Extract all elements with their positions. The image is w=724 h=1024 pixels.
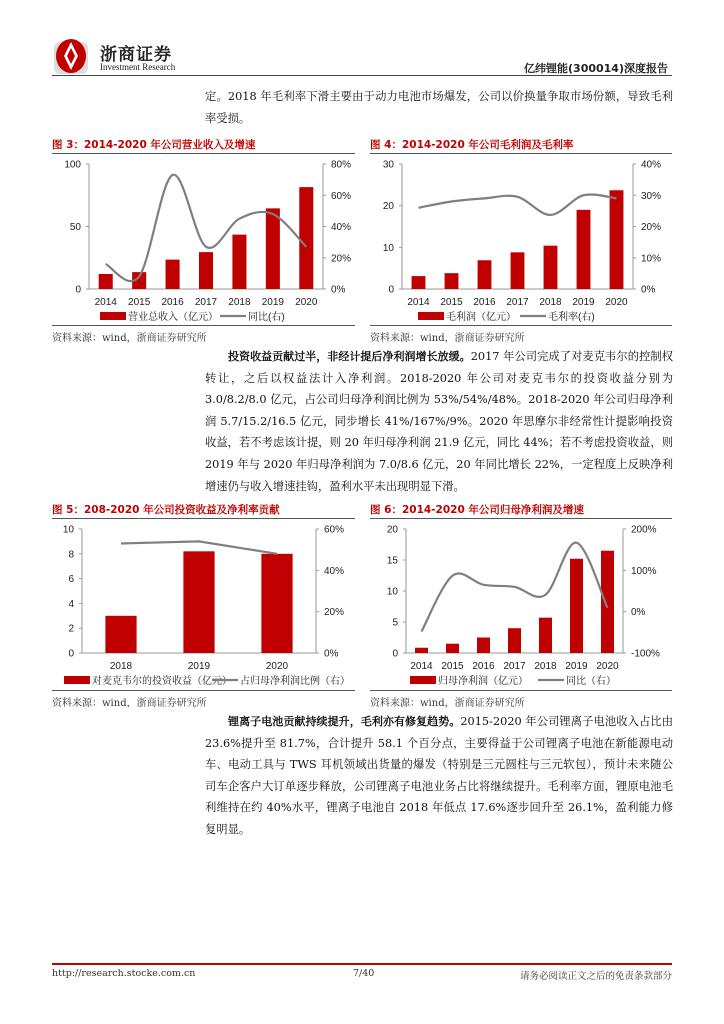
figure-6-source: 资料来源：wind，浙商证券研究所 [370, 698, 525, 709]
right-tick-label: 40% [324, 565, 345, 577]
brand-name: 浙商证券 [100, 45, 172, 65]
legend-line-label: 毛利率(右) [548, 312, 595, 323]
paragraph-investment-income [205, 346, 673, 497]
figure-5-source: 资料来源：wind，浙商证券研究所 [52, 698, 207, 709]
bar-2015 [446, 644, 459, 653]
x-tick-label: 2015 [441, 661, 464, 672]
x-tick-label: 2014 [407, 297, 430, 308]
legend-bar-label: 营业总收入（亿元） [128, 312, 218, 323]
right-tick-label: 20% [641, 222, 662, 233]
footer-divider [52, 963, 672, 965]
figure-5-title: 图 5：208-2020 年公司投资收益及净利率贡献 [52, 504, 280, 516]
figure-3-chart [52, 154, 355, 324]
legend-bar-label: 对麦克韦尔的投资收益（亿元） [92, 676, 232, 687]
paragraph-body: 2015-2020 年公司锂离子电池收入占比由 23.6%提升至 81.7%，合计提升 58.1 个百分点，主要得益于公司锂离子电池在新能源电动车、电动工具与 TWS 耳机领域出货量的爆发（特别是三元圆柱与三元软包），预计未来随公司车企客户大订单逐步释放，公司锂离子电池业务占比将继续提升。毛利率方面，锂原电池毛利维持在约 40%水平，锂离子电池自 2018 年低点 17.6%逐步回升至 26.1%，盈利能力修复明显。 [205, 715, 673, 836]
bar-2018 [544, 246, 558, 289]
right-tick-label: 80% [331, 159, 352, 171]
bar-2016 [478, 260, 492, 289]
x-tick-label: 2019 [187, 661, 211, 672]
left-tick-label: 100 [64, 159, 81, 171]
figure-4-bottom-rule [370, 325, 672, 326]
brand-subtitle: Investment Research [100, 62, 176, 72]
x-tick-label: 2014 [94, 297, 117, 308]
x-tick-label: 2020 [596, 661, 619, 672]
left-tick-label: 4 [68, 598, 74, 610]
figure-5-bottom-rule [52, 690, 355, 691]
bar-2014 [412, 276, 426, 289]
legend-bar-swatch [64, 676, 90, 684]
bar-2019 [183, 551, 214, 653]
bar-2020 [261, 554, 292, 653]
figure-5-chart [52, 519, 355, 689]
figure-4-title: 图 4：2014-2020 年公司毛利润及毛利率 [370, 139, 574, 151]
x-tick-label: 2019 [261, 297, 284, 308]
legend-line-label: 同比（右） [566, 676, 616, 687]
left-tick-label: 10 [386, 586, 398, 598]
paragraph-li-ion-battery [205, 711, 673, 841]
x-tick-label: 2017 [503, 661, 526, 672]
bar-2017 [199, 252, 213, 289]
x-tick-label: 2019 [572, 297, 595, 308]
x-tick-label: 2019 [565, 661, 588, 672]
x-tick-label: 2020 [605, 297, 628, 308]
figure-4-source: 资料来源：wind，浙商证券研究所 [370, 333, 525, 344]
x-tick-label: 2018 [228, 297, 251, 308]
paragraph-lead: 锂离子电池贡献持续提升，毛利亦有修复趋势。 [228, 715, 461, 728]
figure-4-chart [370, 154, 672, 324]
legend-bar-swatch [410, 676, 436, 684]
bar-2019 [570, 559, 583, 653]
x-tick-label: 2018 [534, 661, 557, 672]
x-tick-label: 2016 [472, 661, 495, 672]
figure-3-title: 图 3：2014-2020 年公司营业收入及增速 [52, 139, 256, 151]
bar-2014 [415, 648, 428, 653]
figure-6-title: 图 6：2014-2020 年公司归母净利润及增速 [370, 504, 584, 516]
footer-disclaimer: 请务必阅读正文之后的免责条款部分 [519, 971, 672, 982]
bar-2019 [266, 208, 280, 289]
right-tick-label: 0% [324, 648, 339, 660]
page-number: 7/40 [353, 968, 375, 979]
figure-3-source: 资料来源：wind，浙商证券研究所 [52, 333, 207, 344]
footer-url[interactable]: http://research.stocke.com.cn [52, 968, 196, 979]
left-tick-label: 8 [68, 549, 74, 561]
legend-bar-swatch [100, 312, 126, 320]
legend-bar-label: 归母净利润（亿元） [438, 676, 528, 687]
x-tick-label: 2017 [506, 297, 529, 308]
left-tick-label: 0 [68, 648, 74, 660]
bar-2016 [166, 260, 180, 289]
legend-bar-label: 毛利润（亿元） [446, 312, 516, 323]
left-tick-label: 30 [382, 159, 394, 171]
left-tick-label: 0 [388, 284, 394, 296]
legend-line-label: 同比(右) [248, 312, 285, 323]
right-tick-label: 0% [331, 284, 346, 296]
left-tick-label: 0 [392, 648, 398, 660]
left-tick-label: 10 [62, 524, 74, 536]
right-tick-label: 10% [641, 253, 662, 265]
bar-2018 [105, 616, 136, 653]
x-tick-label: 2017 [194, 297, 218, 308]
bar-2018 [539, 618, 552, 653]
bar-2014 [99, 274, 113, 289]
bar-2018 [232, 235, 246, 289]
paragraph-gross-margin: 定。2018 年毛利率下滑主要由于动力电池市场爆发，公司以价换量争取市场份额，导致毛利率受损。 [205, 90, 673, 125]
figure-3-bottom-rule [52, 325, 355, 326]
right-tick-label: 40% [641, 159, 662, 171]
right-tick-label: 20% [331, 253, 352, 265]
x-tick-label: 2015 [440, 297, 463, 308]
figure-6-bottom-rule [370, 690, 672, 691]
right-tick-label: -100% [631, 648, 660, 660]
right-tick-label: 20% [324, 607, 345, 619]
right-tick-label: 200% [631, 524, 657, 536]
left-tick-label: 20 [386, 524, 398, 536]
figure-6-chart [370, 519, 672, 689]
bar-2019 [577, 210, 591, 289]
paragraph-lead: 投资收益贡献过半，非经计提后净利润增长放缓。 [228, 350, 471, 363]
x-tick-label: 2020 [265, 661, 289, 672]
bar-2017 [511, 252, 525, 289]
bar-2020 [299, 187, 313, 289]
bar-2020 [601, 551, 614, 653]
legend-bar-swatch [418, 312, 444, 320]
document-title: 亿纬锂能(300014)深度报告 [524, 62, 668, 75]
company-logo [50, 36, 92, 76]
left-tick-label: 2 [68, 623, 74, 635]
x-tick-label: 2018 [109, 661, 133, 672]
left-tick-label: 6 [68, 574, 74, 586]
x-tick-label: 2016 [473, 297, 496, 308]
left-tick-label: 5 [392, 617, 398, 629]
header-divider [52, 75, 672, 76]
right-tick-label: 60% [324, 524, 345, 536]
right-tick-label: 100% [631, 565, 657, 577]
left-tick-label: 10 [382, 242, 394, 254]
x-tick-label: 2016 [161, 297, 184, 308]
right-tick-label: 30% [641, 190, 662, 202]
left-tick-label: 20 [382, 201, 394, 213]
left-tick-label: 15 [386, 555, 398, 567]
right-tick-label: 0% [631, 607, 646, 619]
x-tick-label: 2018 [539, 297, 562, 308]
x-tick-label: 2015 [128, 297, 151, 308]
right-tick-label: 40% [331, 222, 352, 233]
right-tick-label: 0% [641, 284, 656, 296]
bar-2015 [445, 273, 459, 289]
x-tick-label: 2014 [410, 661, 433, 672]
x-tick-label: 2020 [295, 297, 318, 308]
bar-2016 [477, 638, 490, 654]
left-tick-label: 50 [69, 222, 81, 233]
bar-2020 [610, 190, 624, 289]
paragraph-body: 2017 年公司完成了对麦克韦尔的控制权转让，之后以权益法计入净利润。2018-2020 年公司对麦克韦尔的投资收益分别为 3.0/8.2/8.0 亿元，占公司归母净利润比例为 53%/54%/48%。2018-2020 年公司归母净利润 5.7/15.2/16.5 亿元，同步增长 41%/167%/9%。2020 年思摩尔非经常性计提影响投资收益，若不考虑该计提，则 20 年归母净利润 21.9 亿元，同比 44%；若不考虑投资收益，则 2019 年与 2020 年归母净利润为 7.0/8.6 亿元，20 年同比增长 22%，一定程度上反映净利增速仍与收入增速挂钩，盈利水平未出现明显下滑。 [205, 350, 674, 493]
left-tick-label: 0 [75, 284, 81, 296]
legend-line-label: 占归母净利润比例（右） [240, 676, 350, 687]
bar-2017 [508, 628, 521, 653]
right-tick-label: 60% [331, 190, 352, 202]
